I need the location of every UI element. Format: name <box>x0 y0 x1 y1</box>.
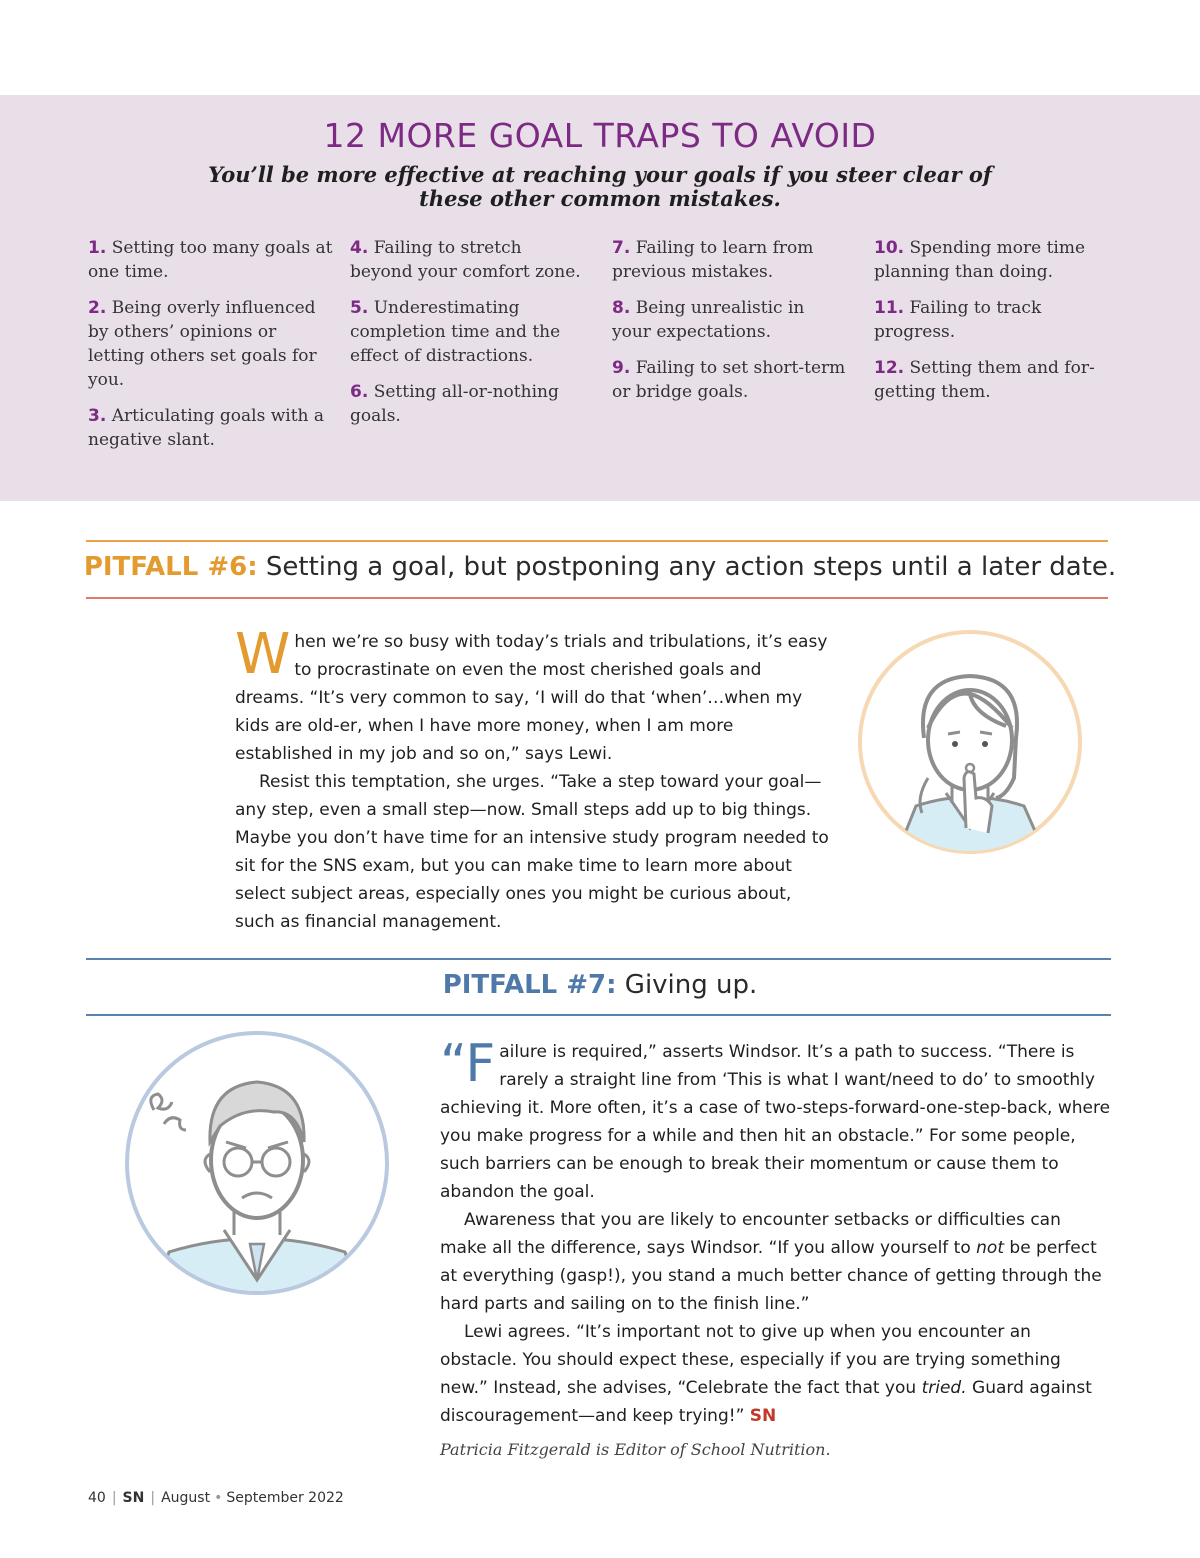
end-mark: SN <box>749 1406 777 1426</box>
worried-man-icon <box>124 1030 390 1296</box>
trap-item: 6. Setting all-or-nothing goals. <box>350 382 559 426</box>
pitfall7-para2: Awareness that you are likely to encounter setbacks or difficulties can make all the difference, says Windsor. “If you allow yourself to not be perfect at everything (gasp!), you stand a much better chance of getting through the hard parts and sailing on to the finish line.” <box>440 1210 1102 1314</box>
traps-subtitle: You’ll be more effective at reaching your goals if you steer clear of these other common mistakes. <box>208 162 992 211</box>
trap-item: 12. Setting them and for-getting them. <box>874 358 1095 402</box>
traps-column-3 <box>612 236 847 416</box>
trap-item: 5. Underestimating completion time and the effect of distractions. <box>350 298 561 366</box>
pitfall6-heading-text: Setting a goal, but postponing any action steps until a later date. <box>265 552 1117 582</box>
pitfall7-bottom-rule <box>86 1014 1111 1016</box>
pitfall6-para2: Resist this temptation, she urges. “Take a step toward your goal—any step, even a small step—now. Small steps add up to big things. Maybe you don’t have time for an intensive study program needed to sit for the SNS exam, but you can make time to learn more about select subject areas, especially ones you might be curious about, such as financial management. <box>235 772 829 932</box>
magazine-name: SN <box>122 1490 145 1506</box>
pitfall6-label: PITFALL #6: <box>83 552 258 582</box>
traps-title: 12 MORE GOAL TRAPS TO AVOID <box>323 116 877 155</box>
pitfall7-body <box>440 1034 1112 1430</box>
pitfall6-heading <box>0 552 1200 582</box>
pitfall6-dropcap: W <box>235 622 291 687</box>
trap-item: 11. Failing to track progress. <box>874 298 1042 342</box>
trap-item: 3. Articulating goals with a negative slant. <box>88 406 325 450</box>
trap-item: 10. Spending more time planning than doing. <box>874 238 1086 282</box>
traps-column-1 <box>88 236 333 464</box>
author-byline: Patricia Fitzgerald is Editor of School Nutrition. <box>440 1440 831 1459</box>
pitfall7-heading-text: Giving up. <box>624 970 758 1000</box>
pitfall6-body <box>235 622 830 936</box>
trap-item: 9. Failing to set short-term or bridge goals. <box>612 358 846 402</box>
issue-month: August <box>161 1490 211 1506</box>
pitfall7-para1: ailure is required,” asserts Windsor. It’s a path to success. “There is rarely a straight line from ‘This is what I want/need to do’ to smoothly achieving it. More often, it’s a case of two-steps-forward-one-step-back, where you make progress for a while and then hit an obstacle.” For some people, such barriers can be enough to break their momentum or cause them to abandon the goal. <box>440 1042 1111 1202</box>
page-number: 40 <box>88 1490 106 1506</box>
page-folio: 40 | SN | August • September 2022 <box>88 1490 344 1506</box>
pitfall6-para1: hen we’re so busy with today’s trials and tribulations, it’s easy to procrastinate on even the most cherished goals and dreams. “It’s very common to say, ‘I will do that ‘when’…when my kids are old-er, when I have more money, when I am more established in my job and so on,” says Lewi. <box>235 632 828 764</box>
pitfall7-dropcap: “F <box>440 1034 496 1094</box>
pitfall6-bottom-rule <box>86 597 1108 599</box>
trap-item: 2. Being overly influenced by others’ opinions or letting others set goals for you. <box>88 298 317 390</box>
pitfall7-label: PITFALL #7: <box>442 970 617 1000</box>
trap-item: 4. Failing to stretch beyond your comfort zone. <box>350 238 581 282</box>
trap-item: 7. Failing to learn from previous mistakes. <box>612 238 814 282</box>
thinking-woman-icon <box>856 628 1084 856</box>
pitfall7-para3: Lewi agrees. “It’s important not to give up when you encounter an obstacle. You should expect these, especially if you are trying something new.” Instead, she advises, “Celebrate the fact that you tried. Guard against discouragement—and keep trying!” SN <box>440 1322 1092 1426</box>
pitfall7-top-rule <box>86 958 1111 960</box>
pitfall6-top-rule <box>86 540 1108 542</box>
trap-item: 8. Being unrealistic in your expectations. <box>612 298 805 342</box>
traps-column-2 <box>350 236 585 440</box>
traps-column-4 <box>874 236 1114 416</box>
pitfall7-heading <box>0 970 1200 1000</box>
issue-month-year: September 2022 <box>226 1490 344 1506</box>
trap-item: 1. Setting too many goals at one time. <box>88 238 333 282</box>
